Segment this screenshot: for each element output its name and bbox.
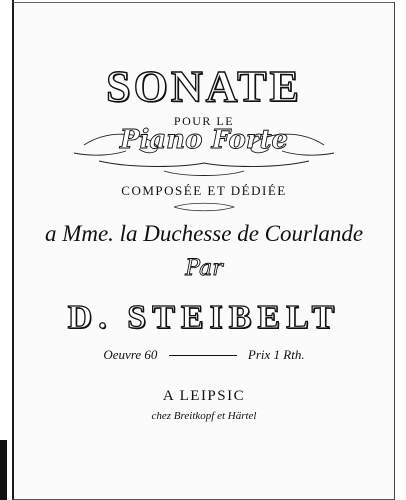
publication-place: A LEIPSIC — [162, 388, 246, 404]
publisher: chez Breitkopf et Härtel — [151, 410, 257, 422]
composer-name: D. STEIBELT — [67, 299, 341, 336]
par-text: Par — [185, 256, 223, 281]
composee-text: COMPOSÉE ET DÉDIÉE — [121, 183, 287, 198]
price: Prix 1 Rth. — [247, 347, 305, 363]
work-title: SONATE — [106, 62, 302, 111]
title-page — [12, 2, 395, 500]
divider-rule — [169, 355, 237, 356]
opus-number: Oeuvre 60 — [103, 347, 158, 363]
dedicatee-line: a Mme. la Duchesse de Courlande — [44, 221, 364, 246]
pour-le-text: POUR LE — [173, 114, 235, 128]
small-divider — [14, 200, 394, 214]
page-edge-shadow — [0, 440, 7, 500]
opus-price-row — [14, 346, 394, 363]
instrument-title: Piano Forte — [119, 125, 289, 155]
